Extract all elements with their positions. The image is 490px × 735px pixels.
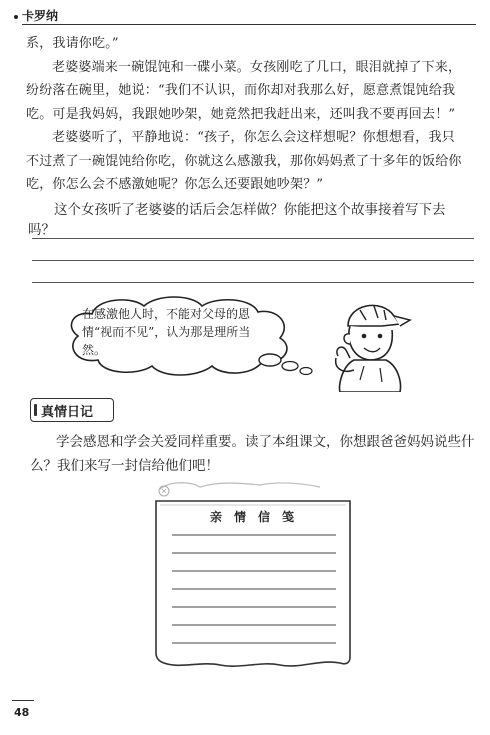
diary-label: 真情日记 xyxy=(41,405,94,420)
letter-title: 亲情信笺 xyxy=(210,510,307,524)
story-paragraph: 老婆婆端来一碗馄饨和一碟小菜。女孩刚吃了几口，眼泪就掉了下来，纷纷落在碗里，她说：“我们不认识，而你却对我那么好，愿意煮馄饨给我吃。可是我妈妈，我跟她吵架，她竟然把我赶出来，还叫我不要再回去！” xyxy=(26,59,462,122)
answer-line[interactable] xyxy=(32,282,474,283)
boy-thinking-icon xyxy=(320,296,420,392)
bullet-dot xyxy=(14,15,18,19)
diary-tag-marker xyxy=(34,404,37,416)
page-header xyxy=(0,6,490,26)
story-paragraph: 系，我请你吃。” xyxy=(26,36,119,51)
header-title: 卡罗纳 xyxy=(22,9,59,23)
story-paragraph: 老婆婆听了，平静地说：“孩子，你怎么会这样想呢？你想想看，我只不过煮了一碗馄饨给你吃，你就这么感激我，那你妈妈煮了十多年的饭给你吃，你怎么会不感激她呢？你怎么还要跟她吵架？” xyxy=(26,130,462,192)
page-number-rule xyxy=(12,700,34,701)
page-number: 48 xyxy=(14,706,30,719)
story-text xyxy=(26,32,466,197)
diary-prompt: 学会感恩和学会关爱同样重要。读了本组课文，你想跟爸爸妈妈说些什么？我们来写一封信给他们吧！ xyxy=(30,434,475,474)
answer-line[interactable] xyxy=(32,238,474,239)
header-rule xyxy=(22,24,476,25)
answer-line[interactable] xyxy=(32,260,474,261)
question-text: 这个女孩听了老婆婆的话后会怎样做？你能把这个故事接着写下去吗？ xyxy=(28,202,446,238)
diary-section-tag xyxy=(30,398,114,422)
tip-text: 在感激他人时，不能对父母的恩情“视而不见”，认为那是理所当然。 xyxy=(82,307,251,357)
